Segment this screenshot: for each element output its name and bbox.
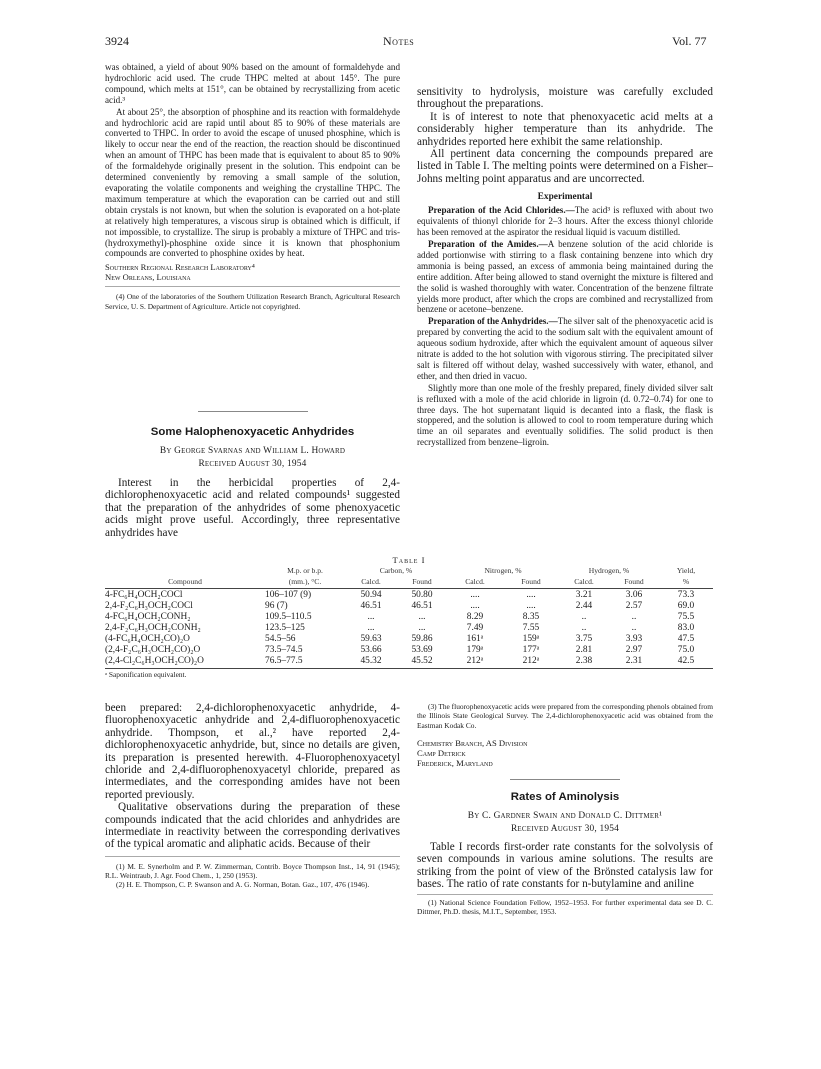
- section-title: Notes: [383, 34, 415, 48]
- cell-compound: 4-FC₆H₄OCH₂COCl: [105, 589, 183, 600]
- cell-carbon-calcd: 53.66: [360, 644, 382, 655]
- table-header-row-2: [105, 577, 713, 589]
- cell-carbon-found: ...: [418, 622, 426, 633]
- right-column-bottom: [417, 702, 713, 916]
- article-title-2: Rates of Aminolysis: [510, 790, 620, 803]
- cell-nitrogen-found: 7.55: [522, 622, 540, 633]
- header-yield-line1: Yield,: [676, 566, 696, 576]
- left-column-top: [105, 62, 400, 311]
- footnote-rule: [105, 286, 400, 287]
- cell-nitrogen-found: 159ᵃ: [522, 633, 540, 644]
- header-mp-line2: (mm.), °C.: [288, 577, 322, 587]
- paragraph-thpc-yield: was obtained, a yield of about 90% based on the amount of formaldehyde and hydrochloric acid used. The crude THPC melted at about 145°. The pure compound, which melts at 151°, can be obtained by recrystallizing from acetic acid.³: [105, 62, 400, 105]
- header-nitrogen: Nitrogen, %: [484, 566, 522, 576]
- cell-hydrogen-found: ..: [631, 611, 637, 622]
- cell-yield: 69.0: [677, 600, 695, 611]
- header-carbon: Carbon, %: [379, 566, 413, 576]
- cell-compound: 2,4-F₂C₆H₃OCH₂COCl: [105, 600, 193, 611]
- anhydrides-text: The silver salt of the phenoxyacetic acid is prepared by converting the acid to the sodium salt with the equivalent amount of aqueous sodium hydroxide, after which the equivalent amount of aqueous silver nitrate is added to the hot solution with vigorous stirring. The precipitated silver salt is filtered off without delay, washed successively with water, ethanol, and ether, and then dried in vacuo.: [417, 316, 713, 381]
- affiliation-camp: Camp Detrick: [417, 747, 466, 758]
- header-nitrogen-calcd: Calcd.: [465, 577, 485, 587]
- acid-chlorides-text: The acid³ is refluxed with about two equivalents of thionyl chloride for 2–3 hours. After the excess thionyl chloride has been removed at the aspirator the residual liquid is vacuum distilled.: [417, 205, 713, 238]
- cell-nitrogen-calcd: 161ᵃ: [466, 633, 484, 644]
- cell-nitrogen-calcd: 8.29: [466, 611, 484, 622]
- cell-mp: 54.5–56: [265, 633, 296, 644]
- paragraph-amides: [417, 239, 713, 315]
- amides-heading: Preparation of the Amides.—: [428, 238, 548, 249]
- article-authors-2: By C. Gardner Swain and Donald C. Dittmer¹: [467, 810, 663, 821]
- affiliation-line-2: New Orleans, Louisiana: [105, 272, 191, 283]
- experimental-heading: Experimental: [537, 192, 593, 203]
- left-column-bottom: [105, 702, 400, 890]
- cell-mp: 76.5–77.5: [265, 655, 303, 666]
- paragraph-absorption: At about 25°, the absorption of phosphine and its reaction with formaldehyde and hydrochloric acid are rapid until about 85 to 90% of these materials are converted to THPC. In order to avoid the escape of unused phosphine, which is likely to occur near the end of the reaction, the reaction should be discontinued when an amount of THPC has been made that is equivalent to about 85 to 90% of the formaldehyde originally present in the solution. This endpoint can be determined conveniently by removing a small sample of the solution, evaporating the volatile components and weighing the crystalline THPC. The maximum temperature at which the evaporation can be carried out and still obtain crystals is not known, but when the solution is evaporated on a hot-plate at relatively high temperatures, a viscous sirup is obtained which is difficult, if not impossible, to crystallize. The sirup is probably a mixture of THPC and tris-(hydroxymethyl)-phosphine oxide since it is known that phosphonium compounds are converted to phosphine oxides by heat.: [105, 106, 400, 259]
- header-hydrogen-found: Found: [624, 577, 644, 587]
- volume-number: Vol. 77: [672, 34, 707, 48]
- table-row: [105, 622, 713, 633]
- cell-nitrogen-calcd: 179ᵃ: [466, 644, 484, 655]
- footnote-rule-3: [417, 894, 713, 895]
- header-mp-line1: M.p. or b.p.: [287, 566, 323, 576]
- cell-carbon-found: 45.52: [411, 655, 433, 666]
- header-carbon-found: Found: [412, 577, 432, 587]
- cell-nitrogen-calcd: ....: [470, 589, 480, 600]
- cell-carbon-calcd: 46.51: [360, 600, 382, 611]
- cell-carbon-calcd: 59.63: [360, 633, 382, 644]
- cell-hydrogen-calcd: 2.38: [575, 655, 593, 666]
- paragraph-sensitivity: sensitivity to hydrolysis, moisture was carefully excluded throughout the preparations.: [417, 86, 713, 111]
- article-separator: [198, 411, 308, 412]
- footnote-rule-2: [105, 856, 400, 857]
- table-1: [105, 555, 713, 679]
- cell-hydrogen-calcd: 3.75: [575, 633, 593, 644]
- affiliation-chemistry: Chemistry Branch, AS Division: [417, 737, 528, 748]
- cell-hydrogen-calcd: 2.81: [575, 644, 593, 655]
- cell-hydrogen-found: 2.31: [625, 655, 643, 666]
- table-row: [105, 655, 713, 666]
- paragraph-qualitative: Qualitative observations during the preparation of these compounds indicated that the acid chlorides and anhydrides are intermediate in reactivity between the corresponding derivatives of the typical aromatic and aliphatic acids. Because of their: [105, 801, 400, 851]
- table-row: [105, 633, 713, 644]
- article-intro: Interest in the herbicidal properties of 2,4-dichlorophenoxyacetic acid and related compounds¹ suggested that the preparation of the anhydrides of some phenoxyacetic acids might prove useful. Accordingly, three representative anhydrides have: [105, 477, 400, 539]
- affiliation-line-1: Southern Regional Research Laboratory⁴: [105, 262, 255, 273]
- table-row: [105, 644, 713, 655]
- footnote-2: (2) H. E. Thompson, C. P. Swanson and A. G. Norman, Botan. Gaz., 107, 476 (1946).: [116, 880, 370, 890]
- cell-nitrogen-found: ....: [526, 589, 536, 600]
- cell-compound: 2,4-F₂C₆H₃OCH₂CONH₂: [105, 622, 201, 633]
- cell-carbon-found: 50.80: [411, 589, 433, 600]
- cell-yield: 42.5: [677, 655, 695, 666]
- cell-yield: 47.5: [677, 633, 695, 644]
- footnote-3: (3) The fluorophenoxyacetic acids were prepared from the corresponding phenols obtained from the Illinois State Geological Survey. The 2,4-dichlorophenoxyacetic acid was obtained from the Eastman Kodak Co.: [417, 702, 713, 730]
- cell-nitrogen-found: ....: [526, 600, 536, 611]
- acid-chlorides-heading: Preparation of the Acid Chlorides.—: [428, 205, 575, 216]
- cell-nitrogen-calcd: 212ᵃ: [466, 655, 484, 666]
- cell-carbon-calcd: 50.94: [360, 589, 382, 600]
- cell-compound: (2,4-F₂C₆H₃OCH₂CO)₂O: [105, 644, 201, 655]
- cell-yield: 83.0: [677, 622, 695, 633]
- paragraph-pertinent: All pertinent data concerning the compounds prepared are listed in Table I. The melting points were determined on a Fisher–Johns melting point apparatus and are uncorrected.: [417, 148, 713, 185]
- cell-hydrogen-calcd: ..: [581, 622, 587, 633]
- footnote-4: (4) One of the laboratories of the Southern Utilization Research Branch, Agricultural Research Service, U. S. Department of Agriculture. Article not copyrighted.: [105, 292, 400, 311]
- table-header-row-1: [105, 566, 713, 577]
- header-carbon-calcd: Calcd.: [361, 577, 381, 587]
- cell-mp: 73.5–74.5: [265, 644, 303, 655]
- cell-mp: 109.5–110.5: [265, 611, 312, 622]
- right-column-top: [417, 86, 713, 449]
- cell-hydrogen-found: 2.97: [625, 644, 643, 655]
- cell-compound: (4-FC₆H₄OCH₂CO)₂O: [105, 633, 190, 644]
- article-received: Received August 30, 1954: [198, 459, 307, 469]
- table-caption: Table I: [392, 555, 426, 565]
- table-row: [105, 600, 713, 611]
- anhydrides-heading: Preparation of the Anhydrides.—: [428, 316, 558, 327]
- cell-nitrogen-found: 177ᵃ: [522, 644, 540, 655]
- cell-hydrogen-found: 3.06: [625, 589, 643, 600]
- cell-hydrogen-calcd: 2.44: [575, 600, 593, 611]
- cell-mp: 106–107 (9): [265, 589, 312, 600]
- cell-carbon-found: ...: [418, 611, 426, 622]
- article-title: Some Halophenoxyacetic Anhydrides: [150, 426, 355, 438]
- cell-yield: 75.0: [677, 644, 695, 655]
- footnote-aminolysis-1: (1) National Science Foundation Fellow, 1952–1953. For further experimental data see D. C. Dittmer, Ph.D. thesis, M.I.T., September, 1953.: [417, 897, 713, 916]
- cell-compound: (2,4-Cl₂C₆H₃OCH₂CO)₂O: [105, 655, 204, 666]
- cell-compound: 4-FC₆H₄OCH₂CONH₂: [105, 611, 191, 622]
- article-separator-2: [510, 779, 620, 780]
- cell-carbon-calcd: ...: [367, 611, 375, 622]
- cell-hydrogen-calcd: ..: [581, 611, 587, 622]
- table-grid: [105, 566, 713, 666]
- paragraph-slightly: Slightly more than one mole of the freshly prepared, finely divided silver salt is refluxed with a mole of the acid chloride in ligroin (d. 0.72–0.74) for one to three days. The hot supernatant liquid is decanted into a flask, the flask is stoppered, and the solution is allowed to cool to room temperature during which time an oil separates and eventually solidifies. The solid product is then recrystallized from benzene–ligroin.: [417, 382, 713, 448]
- cell-mp: 123.5–125: [265, 622, 305, 633]
- cell-hydrogen-found: 2.57: [625, 600, 643, 611]
- header-hydrogen: Hydrogen, %: [588, 566, 630, 576]
- cell-carbon-found: 53.69: [411, 644, 433, 655]
- cell-nitrogen-calcd: ....: [470, 600, 480, 611]
- article-received-2: Received August 30, 1954: [510, 823, 620, 834]
- paragraph-melting: It is of interest to note that phenoxyacetic acid melts at a considerably higher temperature than its anhydride. The anhydrides reported here exhibit the same relationship.: [417, 110, 713, 148]
- header-compound: Compound: [168, 577, 202, 587]
- cell-hydrogen-found: ..: [631, 622, 637, 633]
- affiliation-frederick: Frederick, Maryland: [417, 757, 493, 768]
- cell-nitrogen-calcd: 7.49: [466, 622, 484, 633]
- table-row: [105, 611, 713, 622]
- cell-hydrogen-calcd: 3.21: [575, 589, 593, 600]
- article-intro-2: Table I records first-order rate constants for the solvolysis of seven compounds in various amine solutions. The results are striking from the point of view of the Brönsted catalysis law for bases. The ratio of rate constants for n-butylamine and aniline: [417, 840, 713, 891]
- cell-carbon-found: 46.51: [411, 600, 433, 611]
- cell-carbon-calcd: 45.32: [360, 655, 382, 666]
- paragraph-acid-chlorides: [417, 205, 713, 238]
- cell-nitrogen-found: 8.35: [522, 611, 540, 622]
- cell-carbon-found: 59.86: [411, 633, 433, 644]
- cell-yield: 75.5: [677, 611, 695, 622]
- paragraph-been-prepared: been prepared: 2,4-dichlorophenoxyacetic anhydride, 4-fluorophenoxyacetic anhydride and 2,4-difluorophenoxyacetic anhydride. Thompson, et al.,² have reported 2,4-dichlorophenoxyacetic anhydride, but, since no details are given, its preparation is presented herewith. 4-Fluorophenoxyacetyl chloride and 2,4-difluorophenoxyacetyl chloride, prepared as intermediates, and the corresponding amides have not been reported previously.: [105, 702, 400, 801]
- footnote-1: (1) M. E. Synerholm and P. W. Zimmerman, Contrib. Boyce Thompson Inst., 14, 91 (1945); R.L. Weintraub, J. Agr. Food Chem., 1, 250 (1953).: [105, 861, 400, 881]
- amides-text: A benzene solution of the acid chloride is added portionwise with stirring to a flask containing benzene into which dry ammonia is being passed, an excess of ammonia being maintained during the entire addition. After being allowed to stand overnight the mixture is filtered and the solid is washed thoroughly with water. Concentration of the benzene filtrate yields more product, after which the crops are combined and recrystallized from benzene or acetone–benzene.: [417, 238, 713, 315]
- article-authors: By George Svarnas and William L. Howard: [159, 446, 346, 456]
- header-nitrogen-found: Found: [521, 577, 541, 587]
- cell-hydrogen-found: 3.93: [625, 633, 643, 644]
- table-footnote: ᵃ Saponification equivalent.: [105, 668, 713, 679]
- header-hydrogen-calcd: Calcd.: [574, 577, 594, 587]
- page-number: 3924: [105, 34, 129, 48]
- paragraph-anhydrides: [417, 316, 713, 381]
- table-row: [105, 589, 713, 601]
- header-yield-line2: %: [682, 577, 690, 587]
- article-halophenoxyacetic: [105, 426, 400, 539]
- cell-carbon-calcd: ...: [367, 622, 375, 633]
- cell-mp: 96 (7): [265, 600, 288, 611]
- cell-yield: 73.3: [677, 589, 695, 600]
- cell-nitrogen-found: 212ᵃ: [522, 655, 540, 666]
